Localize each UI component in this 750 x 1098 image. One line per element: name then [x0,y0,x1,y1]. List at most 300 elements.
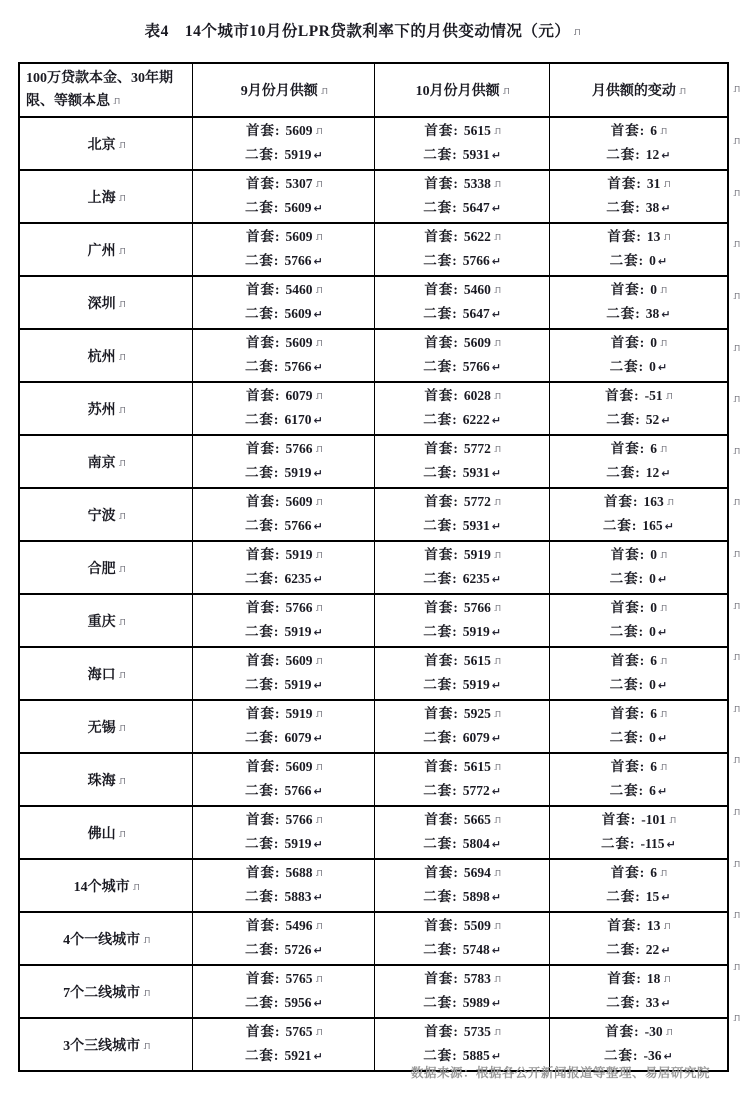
table-row [19,329,728,382]
september-second-home-value: 6170 [284,411,312,427]
city-cell [19,276,193,329]
october-first-home-value: 5919 [463,547,491,562]
line-break-mark: ↵ [491,784,501,798]
paragraph-mark: .Π [660,339,667,348]
change-cell [549,488,728,541]
september-second-home-value: 5919 [284,146,312,162]
line-break-mark: ↵ [657,784,668,798]
october-payment-cell [375,170,549,223]
first-home-line [375,809,548,833]
header-loan-terms [19,63,193,117]
paragraph-mark: .Π [315,286,322,295]
second-home-label: 二套: [609,252,645,268]
line-break-mark: ↵ [491,148,501,162]
change-cell [549,806,728,859]
first-home-label: 首套: [424,865,459,880]
october-second-home-value: 5647 [462,199,490,215]
change-first-home-value: -51 [644,388,663,403]
first-home-line [193,915,374,939]
october-second-home-value: 5766 [462,358,490,374]
line-break-mark: ↵ [491,466,501,480]
second-home-line [550,303,727,327]
city-cell [19,965,193,1018]
october-second-home-value: 6079 [462,729,490,745]
first-home-line [550,332,727,356]
change-first-home-value: -30 [644,1024,663,1039]
october-payment-cell [375,806,549,859]
second-home-label: 二套: [423,941,458,957]
second-home-line [375,833,548,857]
paragraph-mark: .Π [315,498,322,507]
second-home-label: 二套: [244,676,280,692]
first-home-label: 首套: [246,865,281,880]
paragraph-mark: .Π [493,975,500,984]
row-end-mark: .Π [733,962,739,972]
paragraph-mark: .Π [660,127,667,136]
line-break-mark: ↵ [313,837,323,851]
september-second-home-value: 5919 [284,676,312,692]
line-break-mark: ↵ [664,519,674,533]
october-first-home-value: 5783 [463,971,491,986]
paragraph-mark: .Π [315,816,322,825]
row-end-mark: .Π [733,188,739,198]
october-payment-cell [375,276,549,329]
paragraph-mark: .Π [493,922,500,931]
september-second-home-value: 5956 [284,994,312,1010]
first-home-label: 首套: [424,388,459,403]
line-break-mark: ↵ [657,360,668,374]
city-label: 佛山 [87,826,116,842]
october-first-home-value: 5665 [463,812,491,827]
table-row [19,859,728,912]
first-home-line [550,1021,727,1045]
september-second-home-value: 6235 [284,570,312,586]
paragraph-mark: .Π [143,1041,150,1051]
second-home-label: 二套: [423,676,458,692]
paragraph-mark: .Π [118,458,125,468]
paragraph-mark: .Π [493,657,500,666]
paragraph-mark: .Π [118,564,125,574]
paragraph-mark: .Π [315,657,322,666]
first-home-line [550,438,727,462]
line-break-mark: ↵ [657,678,668,692]
line-break-mark: ↵ [657,731,668,745]
september-payment-cell [193,594,375,647]
second-home-label: 二套: [606,888,641,904]
october-second-home-value: 5931 [462,146,490,162]
second-home-label: 二套: [423,146,458,162]
paragraph-mark: .Π [669,816,676,825]
second-home-label: 二套: [244,729,280,745]
second-home-line [193,727,374,751]
first-home-label: 首套: [424,653,459,668]
line-break-mark: ↵ [313,731,323,745]
table-row [19,488,728,541]
second-home-line [550,568,727,592]
first-home-line [193,226,374,250]
september-payment-cell [193,912,375,965]
october-second-home-value: 6235 [462,570,490,586]
first-home-line [375,756,548,780]
header-september-text: 9月份月供额 [240,84,318,99]
october-first-home-value: 5615 [463,123,491,138]
september-payment-cell [193,1018,375,1071]
second-home-label: 二套: [423,199,458,215]
row-end-marks [733,62,749,1045]
change-second-home-value: -36 [643,1047,662,1063]
september-payment-cell [193,488,375,541]
first-home-line [550,650,727,674]
paragraph-mark: .Π [493,604,500,613]
paragraph-mark: .Π [502,87,509,96]
change-second-home-value: 6 [649,782,656,798]
row-end-mark: .Π [733,601,739,611]
change-second-home-value: 12 [645,464,660,480]
change-first-home-value: 6 [650,865,658,880]
paragraph-mark: .Π [660,763,667,772]
first-home-label: 首套: [424,918,459,933]
first-home-label: 首套: [246,282,281,297]
first-home-line [375,385,548,409]
table-row [19,117,728,170]
row-end-mark: .Π [733,704,739,714]
city-label: 合肥 [87,561,116,577]
change-cell [549,382,728,435]
line-break-mark: ↵ [491,837,501,851]
september-second-home-value: 5919 [284,835,312,851]
second-home-label: 二套: [606,411,641,427]
city-cell [19,859,193,912]
line-break-mark: ↵ [491,572,501,586]
header-loan-terms-text: 100万贷款本金、30年期限、等额本息 [26,71,173,109]
october-first-home-value: 5615 [463,653,491,668]
october-payment-cell [375,700,549,753]
second-home-label: 二套: [244,305,280,321]
paragraph-mark: .Π [118,829,125,839]
first-home-label: 首套: [610,865,646,880]
change-cell [549,859,728,912]
second-home-label: 二套: [244,835,280,851]
line-break-mark: ↵ [657,625,668,639]
city-label: 重庆 [87,614,116,630]
paragraph-mark: .Π [118,299,125,309]
october-payment-cell [375,912,549,965]
october-first-home-value: 5925 [463,706,491,721]
paragraph-mark: .Π [493,392,500,401]
paragraph-mark: .Π [493,498,500,507]
september-payment-cell [193,170,375,223]
line-break-mark: ↵ [491,519,501,533]
row-end-mark: .Π [733,808,739,818]
header-september-payment [193,63,375,117]
change-first-home-value: 6 [650,706,658,721]
change-second-home-value: 22 [645,941,660,957]
first-home-line [375,226,548,250]
city-label: 无锡 [87,720,116,736]
october-first-home-value: 5509 [463,918,491,933]
first-home-line [375,862,548,886]
lpr-payment-table [18,62,729,1072]
change-cell [549,329,728,382]
september-payment-cell [193,859,375,912]
first-home-label: 首套: [424,600,459,615]
change-second-home-value: 38 [645,305,660,321]
second-home-label: 二套: [423,782,458,798]
second-home-line [193,197,374,221]
second-home-line [193,303,374,327]
second-home-line [375,568,548,592]
second-home-label: 二套: [244,941,280,957]
first-home-line [375,915,548,939]
second-home-label: 二套: [244,358,280,374]
first-home-line [375,544,548,568]
change-first-home-value: 0 [650,335,658,350]
paragraph-mark: .Π [493,869,500,878]
second-home-line [193,621,374,645]
september-payment-cell [193,700,375,753]
first-home-label: 首套: [246,918,281,933]
data-source-note: 数据来源：根据各公开新闻报道等整理、易居研究院 [410,1066,710,1080]
second-home-label: 二套: [606,994,641,1010]
first-home-line [550,862,727,886]
september-first-home-value: 5766 [285,600,313,615]
first-home-label: 首套: [610,335,646,350]
second-home-label: 二套: [423,888,458,904]
paragraph-mark: .Π [493,339,500,348]
second-home-label: 二套: [606,199,641,215]
row-end-mark: .Π [733,137,739,147]
first-home-label: 首套: [246,600,281,615]
paragraph-mark: .Π [493,763,500,772]
second-home-line [193,780,374,804]
second-home-line [193,409,374,433]
october-first-home-value: 5694 [463,865,491,880]
second-home-line [375,674,548,698]
second-home-label: 二套: [423,464,458,480]
first-home-label: 首套: [605,388,640,403]
september-first-home-value: 5765 [285,1024,313,1039]
september-first-home-value: 5919 [285,706,313,721]
september-first-home-value: 5307 [285,176,313,191]
change-cell [549,170,728,223]
october-second-home-value: 5931 [462,464,490,480]
city-cell [19,382,193,435]
paragraph-mark: .Π [315,392,322,401]
paragraph-mark: .Π [660,657,667,666]
second-home-line [550,780,727,804]
table-row [19,276,728,329]
city-cell [19,912,193,965]
second-home-line [550,992,727,1016]
september-first-home-value: 6079 [285,388,313,403]
first-home-line [193,756,374,780]
paragraph-mark: .Π [663,233,670,242]
first-home-line [550,756,727,780]
second-home-label: 二套: [244,517,280,533]
second-home-line [375,515,548,539]
first-home-line [193,544,374,568]
change-first-home-value: 6 [650,123,658,138]
september-first-home-value: 5766 [285,441,313,456]
city-cell [19,435,193,488]
row-end-mark: .Π [733,911,739,921]
city-label: 珠海 [87,773,116,789]
header-payment-change [549,63,728,117]
october-second-home-value: 5931 [462,517,490,533]
line-break-mark: ↵ [661,413,671,427]
city-cell [19,700,193,753]
paragraph-mark: .Π [143,935,150,945]
first-home-line [193,862,374,886]
first-home-line [375,491,548,515]
paragraph-mark: .Π [118,193,125,203]
second-home-line [375,462,548,486]
second-home-line [550,356,727,380]
city-label: 4个一线城市 [63,932,141,948]
october-second-home-value: 5748 [462,941,490,957]
paragraph-mark: .Π [118,776,125,786]
city-cell [19,329,193,382]
first-home-line [550,226,727,250]
september-second-home-value: 5609 [284,199,312,215]
october-payment-cell [375,117,549,170]
change-cell [549,117,728,170]
second-home-label: 二套: [423,623,458,639]
first-home-label: 首套: [424,812,459,827]
first-home-line [550,968,727,992]
paragraph-mark: .Π [315,445,322,454]
second-home-label: 二套: [244,888,280,904]
line-break-mark: ↵ [491,360,501,374]
october-first-home-value: 5735 [463,1024,491,1039]
line-break-mark: ↵ [661,943,671,957]
city-cell [19,223,193,276]
change-first-home-value: 163 [643,494,664,509]
first-home-label: 首套: [246,441,281,456]
line-break-mark: ↵ [313,519,323,533]
september-first-home-value: 5609 [285,494,313,509]
second-home-line [375,303,548,327]
first-home-label: 首套: [607,176,642,191]
line-break-mark: ↵ [663,1049,673,1063]
second-home-label: 二套: [609,782,645,798]
second-home-label: 二套: [244,199,280,215]
october-second-home-value: 5772 [462,782,490,798]
second-home-label: 二套: [423,252,458,268]
september-second-home-value: 5766 [284,517,312,533]
second-home-label: 二套: [244,994,280,1010]
line-break-mark: ↵ [491,254,501,268]
second-home-label: 二套: [609,570,645,586]
table-row [19,435,728,488]
second-home-label: 二套: [423,358,458,374]
second-home-label: 二套: [602,517,638,533]
october-second-home-value: 5919 [462,623,490,639]
september-payment-cell [193,223,375,276]
paragraph-mark: .Π [493,127,500,136]
first-home-line [550,279,727,303]
second-home-label: 二套: [244,782,280,798]
first-home-label: 首套: [424,176,459,191]
paragraph-mark: .Π [660,445,667,454]
line-break-mark: ↵ [491,678,501,692]
first-home-line [375,120,548,144]
change-first-home-value: 0 [650,600,658,615]
paragraph-mark: .Π [315,1028,322,1037]
first-home-label: 首套: [607,971,642,986]
second-home-label: 二套: [609,729,645,745]
row-end-mark: .Π [733,84,739,94]
change-cell [549,700,728,753]
line-break-mark: ↵ [313,625,323,639]
city-cell [19,1018,193,1071]
line-break-mark: ↵ [313,466,323,480]
change-second-home-value: 0 [649,252,656,268]
september-payment-cell [193,753,375,806]
september-first-home-value: 5688 [285,865,313,880]
october-second-home-value: 5885 [462,1047,490,1063]
september-first-home-value: 5765 [285,971,313,986]
second-home-line [550,886,727,910]
first-home-line [193,438,374,462]
first-home-line [375,1021,548,1045]
city-label: 3个三线城市 [63,1038,141,1054]
first-home-line [193,703,374,727]
line-break-mark: ↵ [313,996,323,1010]
first-home-line [375,332,548,356]
paragraph-mark: .Π [315,763,322,772]
paragraph-mark: .Π [660,604,667,613]
second-home-line [550,621,727,645]
second-home-label: 二套: [423,835,458,851]
paragraph-mark: .Π [493,816,500,825]
second-home-line [193,462,374,486]
city-label: 深圳 [87,296,116,312]
first-home-label: 首套: [610,600,646,615]
change-first-home-value: 6 [650,441,658,456]
first-home-label: 首套: [610,653,646,668]
line-break-mark: ↵ [313,254,323,268]
september-first-home-value: 5609 [285,123,313,138]
september-payment-cell [193,965,375,1018]
table-row [19,753,728,806]
line-break-mark: ↵ [491,307,501,321]
paragraph-mark: .Π [118,405,125,415]
first-home-label: 首套: [424,494,459,509]
paragraph-mark: .Π [113,97,119,106]
october-first-home-value: 5609 [463,335,491,350]
first-home-label: 首套: [246,706,281,721]
change-second-home-value: -115 [640,835,665,851]
first-home-line [193,332,374,356]
table-row [19,965,728,1018]
row-end-mark: .Π [733,240,739,250]
september-second-home-value: 5921 [284,1047,312,1063]
september-second-home-value: 5883 [284,888,312,904]
first-home-line [375,968,548,992]
row-end-mark: .Π [733,756,739,766]
city-label: 宁波 [87,508,116,524]
first-home-line [375,597,548,621]
september-first-home-value: 5496 [285,918,313,933]
paragraph-mark: .Π [660,286,667,295]
line-break-mark: ↵ [661,201,671,215]
table-title [0,19,724,41]
city-label: 广州 [87,243,116,259]
row-end-mark: .Π [733,446,739,456]
first-home-label: 首套: [610,759,646,774]
first-home-label: 首套: [610,123,646,138]
